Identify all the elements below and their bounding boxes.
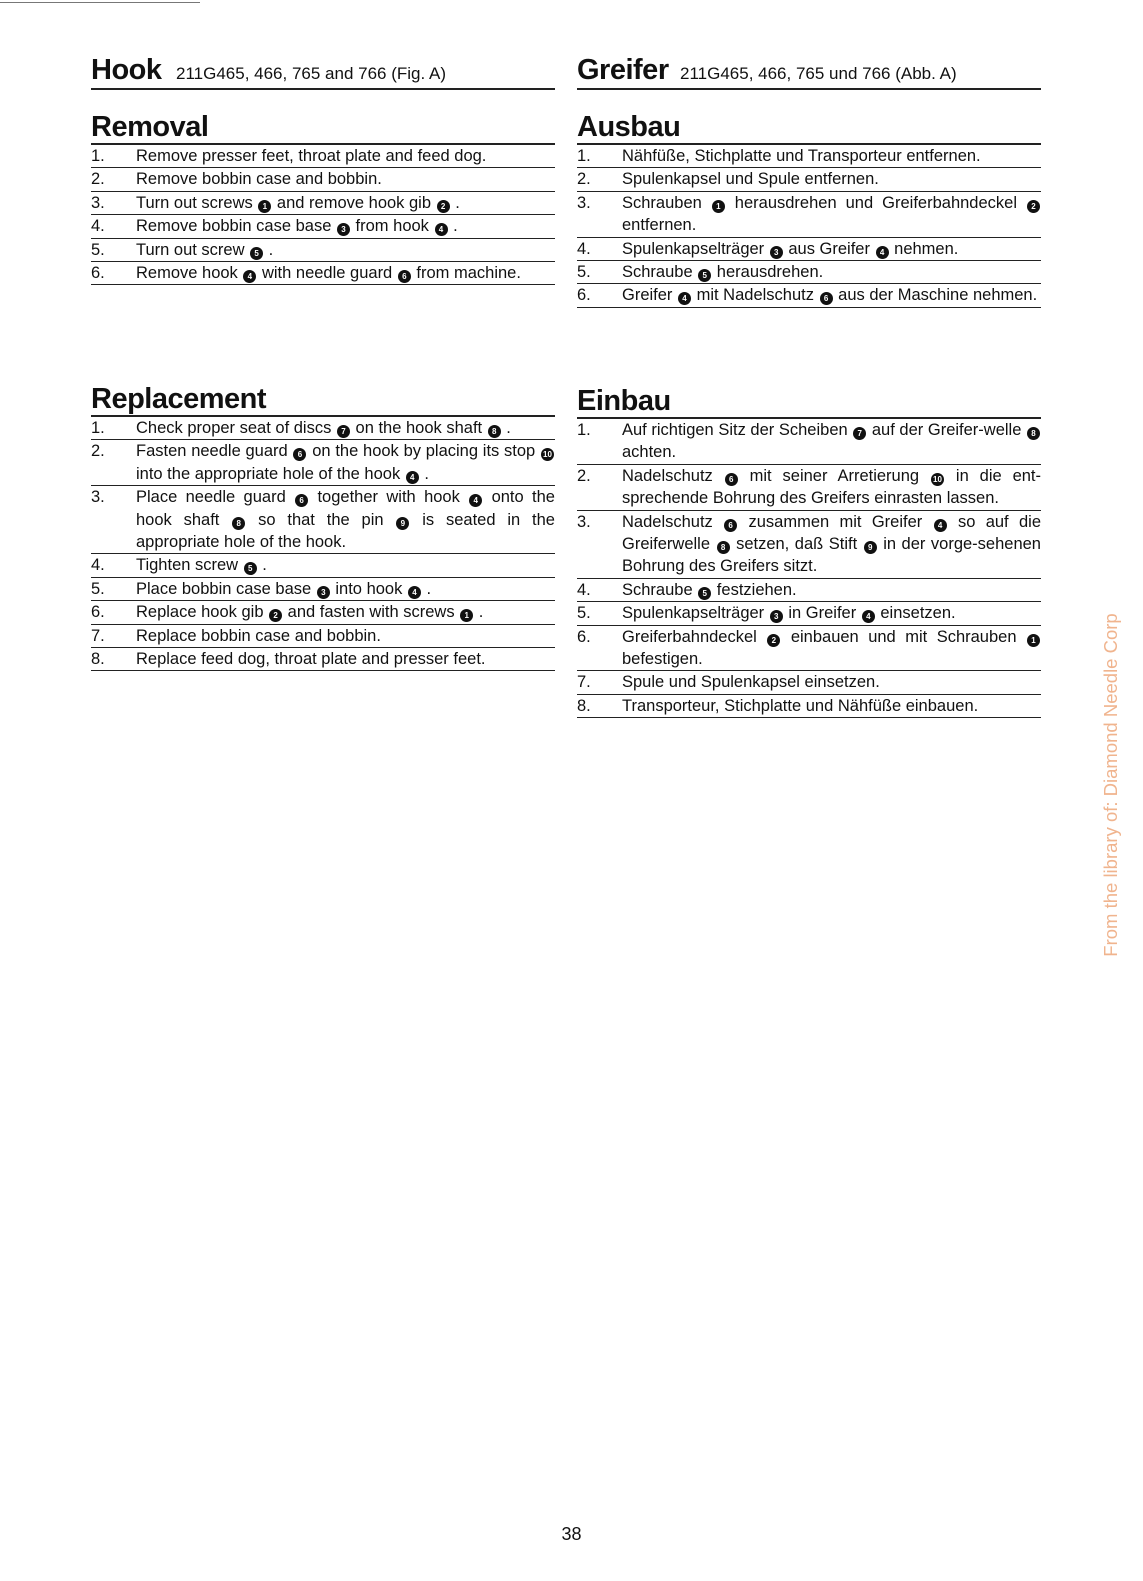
step-text: Schraube 5 festziehen. (622, 580, 797, 599)
reference-number-badge: 6 (398, 270, 411, 283)
step-number: 2. (577, 466, 591, 485)
german-models: 211G465, 466, 765 und 766 (Abb. A) (680, 64, 957, 83)
step-number: 1. (577, 421, 591, 439)
step-item (91, 625, 555, 648)
step-number: 2. (577, 170, 591, 189)
english-title: Hook (91, 54, 162, 86)
reference-number-badge: 3 (317, 586, 330, 599)
reference-number-badge: 5 (698, 269, 711, 282)
replacement-title: Replacement (91, 383, 555, 417)
step-number: 6. (91, 264, 105, 283)
reference-number-badge: 6 (295, 494, 308, 507)
step-number: 6. (577, 627, 591, 646)
step-text: Replace feed dog, throat plate and presser feet. (136, 650, 486, 669)
reference-number-badge: 9 (396, 517, 409, 530)
step-text: Schrauben 1 herausdrehen und Greiferbahndeckel 2 entfernen. (622, 192, 1041, 237)
step-number: 6. (577, 286, 591, 305)
step-item (91, 648, 555, 671)
reference-number-badge: 4 (934, 519, 947, 532)
einbau-section (577, 385, 1041, 718)
english-models: 211G465, 466, 765 and 766 (Fig. A) (176, 64, 446, 83)
reference-number-badge: 1 (258, 200, 271, 213)
reference-number-badge: 2 (437, 200, 450, 213)
step-text: Remove presser feet, throat plate and feed dog. (136, 147, 487, 165)
step-text: Greiferbahndeckel 2 einbauen und mit Schrauben 1 befestigen. (622, 626, 1041, 671)
step-item (91, 145, 555, 168)
step-number: 4. (577, 580, 591, 599)
reference-number-badge: 6 (820, 292, 833, 305)
german-header (577, 54, 1041, 90)
replacement-section (91, 383, 555, 671)
step-item (91, 192, 555, 215)
reference-number-badge: 7 (853, 427, 866, 440)
step-item (577, 579, 1041, 602)
step-text: Spulenkapselträger 3 aus Greifer 4 nehmen. (622, 239, 959, 258)
step-text: Spulenkapsel und Spule entfernen. (622, 170, 879, 189)
step-number: 2. (91, 170, 105, 189)
step-number: 8. (91, 650, 105, 669)
step-item (91, 168, 555, 191)
step-number: 3. (577, 193, 591, 212)
step-number: 2. (91, 442, 105, 461)
step-number: 3. (577, 512, 591, 531)
reference-number-badge: 10 (541, 448, 554, 461)
step-text: Remove bobbin case and bobbin. (136, 170, 382, 189)
reference-number-badge: 4 (469, 494, 482, 507)
step-item (577, 602, 1041, 625)
step-item (91, 215, 555, 238)
removal-steps (91, 145, 555, 285)
reference-number-badge: 3 (337, 223, 350, 236)
step-item (577, 511, 1041, 579)
step-item (577, 695, 1041, 718)
step-text: Tighten screw 5 . (136, 556, 267, 575)
english-header (91, 54, 555, 90)
step-text: Nadelschutz 6 zusammen mit Greifer 4 so auf die Greiferwelle 8 setzen, daß Stift 9 in der vorge-sehenen Bohrung des Greifers sitzt. (622, 512, 1041, 576)
reference-number-badge: 1 (460, 609, 473, 622)
step-text: Fasten needle guard 6 on the hook by placing its stop 10 into the appropriate hole of the hook 4 . (136, 440, 555, 485)
step-number: 5. (91, 579, 105, 598)
step-number: 7. (577, 673, 591, 692)
reference-number-badge: 4 (678, 292, 691, 305)
step-number: 5. (91, 240, 105, 259)
reference-number-badge: 6 (724, 519, 737, 532)
step-item (577, 238, 1041, 261)
reference-number-badge: 5 (244, 562, 257, 575)
step-text: Place bobbin case base 3 into hook 4 . (136, 579, 432, 598)
reference-number-badge: 4 (862, 610, 875, 623)
einbau-title: Einbau (577, 385, 1041, 419)
step-number: 1. (91, 419, 105, 437)
step-item (577, 465, 1041, 511)
reference-number-badge: 2 (269, 609, 282, 622)
reference-number-badge: 8 (232, 517, 245, 530)
step-number: 8. (577, 696, 591, 715)
reference-number-badge: 4 (408, 586, 421, 599)
step-item (91, 239, 555, 262)
step-text: Check proper seat of discs 7 on the hook shaft 8 . (136, 419, 511, 437)
step-number: 1. (577, 147, 591, 165)
removal-section (91, 111, 555, 285)
step-number: 3. (91, 488, 105, 507)
step-text: Nadelschutz 6 mit seiner Arretierung 10 in die ent-sprechende Bohrung des Greifers einrasten lassen. (622, 466, 1042, 508)
reference-number-badge: 5 (698, 587, 711, 600)
step-item (577, 671, 1041, 694)
step-item (577, 192, 1041, 238)
reference-number-badge: 10 (931, 473, 944, 486)
reference-number-badge: 2 (1027, 200, 1040, 213)
step-number: 1. (91, 147, 105, 165)
step-number: 3. (91, 193, 105, 212)
step-text: Turn out screws 1 and remove hook gib 2 . (136, 193, 460, 212)
step-text: Transporteur, Stichplatte und Nähfüße einbauen. (622, 696, 979, 715)
step-number: 6. (91, 603, 105, 622)
scan-edge-line (0, 2, 200, 3)
german-title: Greifer (577, 54, 669, 86)
reference-number-badge: 3 (770, 610, 783, 623)
step-item (91, 601, 555, 624)
reference-number-badge: 4 (406, 471, 419, 484)
step-text: Auf richtigen Sitz der Scheiben 7 auf der Greifer-welle 8 achten. (622, 419, 1041, 464)
reference-number-badge: 7 (337, 425, 350, 438)
step-item (91, 578, 555, 601)
reference-number-badge: 1 (1027, 634, 1040, 647)
step-item (577, 168, 1041, 191)
step-item (91, 440, 555, 486)
step-text: Turn out screw 5 . (136, 240, 274, 259)
step-number: 4. (91, 217, 105, 236)
step-item (577, 261, 1041, 284)
einbau-steps (577, 419, 1041, 718)
library-watermark: From the library of: Diamond Needle Corp (1100, 613, 1121, 957)
reference-number-badge: 5 (250, 247, 263, 260)
step-text: Replace bobbin case and bobbin. (136, 626, 381, 645)
step-text: Remove hook 4 with needle guard 6 from machine. (136, 264, 521, 283)
reference-number-badge: 2 (767, 634, 780, 647)
step-text: Place needle guard 6 together with hook 4 onto the hook shaft 8 so that the pin 9 is seated in the appropriate hole of the hook. (136, 488, 555, 552)
reference-number-badge: 8 (1027, 427, 1040, 440)
step-item (577, 284, 1041, 307)
step-item (91, 486, 555, 554)
reference-number-badge: 8 (488, 425, 501, 438)
ausbau-steps (577, 145, 1041, 308)
reference-number-badge: 1 (712, 200, 725, 213)
ausbau-section (577, 111, 1041, 308)
step-text: Nähfüße, Stichplatte und Transporteur entfernen. (622, 147, 981, 165)
step-number: 4. (577, 239, 591, 258)
step-item (91, 417, 555, 440)
step-item (577, 626, 1041, 672)
step-text: Greifer 4 mit Nadelschutz 6 aus der Maschine nehmen. (622, 286, 1038, 305)
reference-number-badge: 4 (876, 246, 889, 259)
ausbau-title: Ausbau (577, 111, 1041, 145)
step-text: Spule und Spulenkapsel einsetzen. (622, 673, 880, 692)
step-number: 5. (577, 604, 591, 623)
reference-number-badge: 4 (435, 223, 448, 236)
replacement-steps (91, 417, 555, 671)
reference-number-badge: 4 (243, 270, 256, 283)
reference-number-badge: 8 (717, 541, 730, 554)
step-number: 5. (577, 263, 591, 282)
step-item (91, 262, 555, 285)
reference-number-badge: 3 (770, 246, 783, 259)
step-text: Schraube 5 herausdrehen. (622, 263, 824, 282)
step-item (577, 419, 1041, 465)
reference-number-badge: 6 (293, 448, 306, 461)
page-number: 38 (561, 1524, 582, 1544)
step-item (91, 554, 555, 577)
step-text: Spulenkapselträger 3 in Greifer 4 einsetzen. (622, 604, 956, 623)
step-text: Remove bobbin case base 3 from hook 4 . (136, 217, 458, 236)
reference-number-badge: 6 (725, 473, 738, 486)
step-number: 7. (91, 626, 105, 645)
step-text: Replace hook gib 2 and fasten with screws 1 . (136, 603, 484, 622)
step-item (577, 145, 1041, 168)
reference-number-badge: 9 (864, 541, 877, 554)
removal-title: Removal (91, 111, 555, 145)
step-number: 4. (91, 556, 105, 575)
